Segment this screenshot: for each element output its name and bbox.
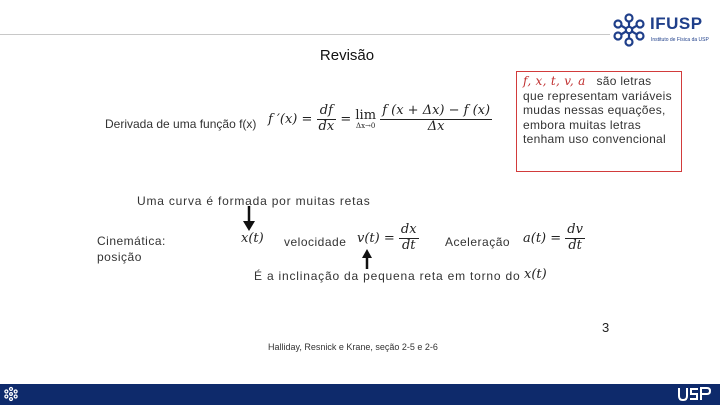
logo-subtitle: Instituto de Física da USP: [651, 37, 709, 43]
acceleration-formula: [523, 223, 585, 254]
acceleration-den: dt: [568, 237, 582, 253]
kinematics-label-line2: posição: [97, 250, 142, 264]
logo-name: IFUSP: [650, 14, 703, 33]
footer-ifusp-icon: [3, 386, 19, 402]
lim-sub: Δx→0: [356, 122, 376, 131]
note-text-rest: que representam variáveis mudas nessas equações, embora muitas letras tenham uso convencional: [523, 88, 672, 147]
difference-quotient: [380, 104, 492, 135]
leibniz-num: df: [317, 104, 337, 120]
velocity-frac: [399, 223, 419, 254]
dq-den: Δx: [427, 118, 445, 134]
derivative-lhs: f ′(x) =: [268, 111, 313, 127]
kinematics-label: [97, 233, 166, 265]
dq-num: f (x + Δx) − f (x): [382, 103, 491, 118]
acceleration-frac: [565, 223, 585, 254]
position-expr: x(t): [241, 231, 264, 246]
footer-bar: [0, 384, 720, 405]
variables-note-box: [516, 71, 682, 172]
note-text-first: são letras: [596, 74, 652, 88]
reference-citation: Halliday, Resnick e Krane, seção 2-5 e 2-6: [268, 342, 438, 352]
page-number: 3: [602, 320, 610, 335]
curve-statement: Uma curva é formada por muitas retas: [137, 194, 371, 208]
leibniz-den: dx: [318, 118, 335, 134]
limit: [355, 109, 376, 130]
footer-usp-logo: [677, 387, 711, 401]
arrow-down-icon: [242, 206, 256, 232]
ifusp-logo: [610, 12, 710, 48]
velocity-den: dt: [401, 237, 416, 253]
acceleration-num: dv: [567, 222, 583, 237]
ifusp-logo-icon: [610, 12, 648, 48]
derivative-eq: =: [340, 111, 352, 127]
derivative-leibniz: [317, 104, 337, 135]
slope-expr: x(t): [524, 267, 547, 282]
velocity-label: velocidade: [284, 235, 347, 249]
acceleration-lhs: a(t) =: [523, 230, 562, 246]
kinematics-label-line1: Cinemática:: [97, 234, 166, 248]
arrow-up-icon: [361, 249, 373, 269]
variables-note: [523, 74, 675, 147]
derivative-formula: [268, 104, 492, 135]
slide-title: Revisão: [319, 47, 375, 64]
velocity-num: dx: [400, 222, 417, 237]
derivative-label: Derivada de uma função f(x): [105, 117, 257, 131]
lim-word: lim: [355, 107, 377, 123]
slope-statement: É a inclinação da pequena reta em torno do: [254, 269, 521, 283]
header-rule: [0, 34, 610, 35]
note-vars: f, x, t, v, a: [523, 74, 586, 88]
acceleration-label: Aceleração: [445, 235, 511, 249]
velocity-lhs: v(t) =: [357, 230, 395, 246]
